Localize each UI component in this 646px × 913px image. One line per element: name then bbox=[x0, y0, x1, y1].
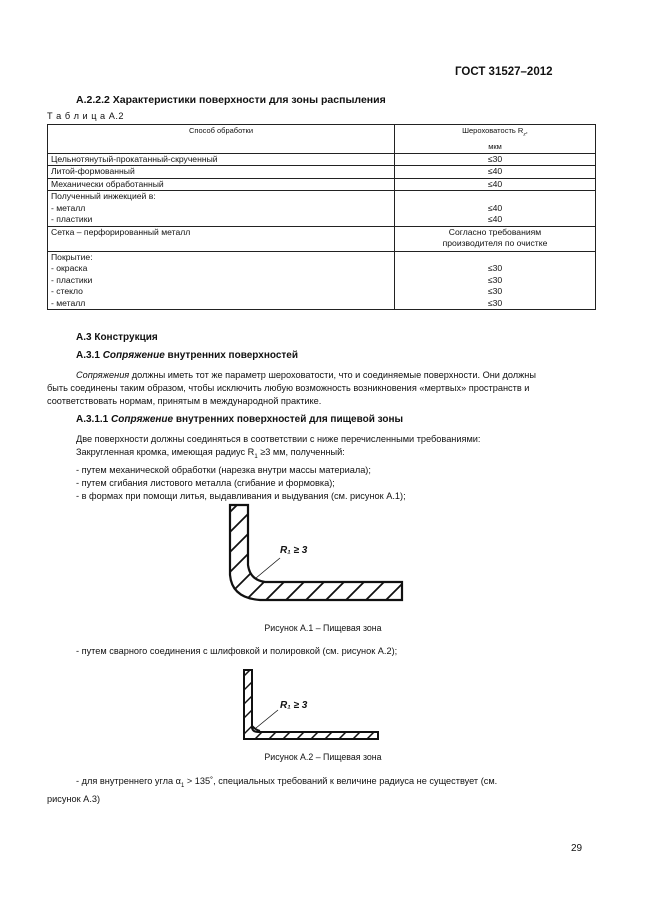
page-number: 29 bbox=[571, 843, 583, 854]
standard-number: ГОСТ 31527–2012 bbox=[455, 66, 553, 78]
table-row bbox=[48, 191, 596, 227]
section-a31-title: А.3.1 Сопряжение внутренних поверхностей bbox=[76, 350, 298, 361]
table-header-row bbox=[48, 125, 596, 154]
method-cell: Механически обработанный bbox=[48, 178, 395, 191]
section-a31-paragraph: Сопряжения должны иметь тот же параметр шероховатости, что и соединяемые поверхности. Они должны быть соединены таким образом, чтобы исключить любую возможность возникновения «мертвых» пространств и соответствовать нормам, принятым в международной практике. bbox=[47, 370, 536, 406]
section-a3-title: А.3 Конструкция bbox=[76, 332, 158, 343]
figure-a1-caption: Рисунок А.1 – Пищевая зона bbox=[264, 623, 382, 633]
figure-a2-drawing bbox=[238, 668, 388, 744]
value-cell: ≤40 ≤40 bbox=[395, 191, 596, 227]
section-a311-text: Две поверхности должны соединяться в соответствии с ниже перечисленными требованиями: Закругленная кромка, имеющая радиус $R_1 \ge 3$ мм, полученный: - путем механической обработки (нарезка внутри массы материала); - путем сгибания листового металла (сгибание и формовка); - в формах при помощи литья, выдавливания и выдувания (см. рисунок А.1); bbox=[76, 434, 481, 501]
method-cell: Цельнотянутый-прокатанный-скрученный bbox=[48, 153, 395, 166]
table-row bbox=[48, 226, 596, 251]
method-cell: Полученный инжекцией в: - металл - пластики bbox=[48, 191, 395, 227]
value-cell: ≤30 bbox=[395, 153, 596, 166]
figure-a1-radius-label: R₁ ≥ 3 bbox=[280, 545, 308, 556]
section-a222-title: А.2.2.2 Характеристики поверхности для зоны распыления bbox=[76, 94, 386, 106]
angle-text: - для внутреннего угла $\alpha_1$ > 135˚, специальных требований к величине радиуса не существует (см. рисунок А.3) bbox=[47, 776, 498, 804]
figure-a1-drawing bbox=[220, 500, 420, 610]
table-label: Т а б л и ц а А.2 bbox=[47, 111, 125, 121]
table-row bbox=[48, 166, 596, 179]
value-cell: ≤40 bbox=[395, 166, 596, 179]
col-method-header: Способ обработки bbox=[48, 125, 395, 154]
value-cell: ≤40 bbox=[395, 178, 596, 191]
section-a311-title: А.3.1.1 Сопряжение внутренних поверхностей для пищевой зоны bbox=[76, 414, 404, 425]
figure-a2-caption: Рисунок А.2 – Пищевая зона bbox=[264, 752, 382, 762]
figure-a2-radius-label: R₁ ≥ 3 bbox=[280, 700, 308, 711]
weld-text: - путем сварного соединения с шлифовкой и полировкой (см. рисунок А.2); bbox=[76, 646, 398, 656]
value-cell: ≤30 ≤30 ≤30 ≤30 bbox=[395, 251, 596, 310]
method-cell: Литой-формованный bbox=[48, 166, 395, 179]
col-roughness-header: Шероховатость $R_z$, мкм bbox=[395, 125, 596, 154]
value-cell: Согласно требованиям производителя по очистке bbox=[395, 226, 596, 251]
method-cell: Сетка – перфорированный металл bbox=[48, 226, 395, 251]
roughness-table bbox=[47, 124, 596, 310]
method-cell: Покрытие: - окраска - пластики - стекло - металл bbox=[48, 251, 395, 310]
table-row bbox=[48, 153, 596, 166]
table-row bbox=[48, 251, 596, 310]
table-row bbox=[48, 178, 596, 191]
